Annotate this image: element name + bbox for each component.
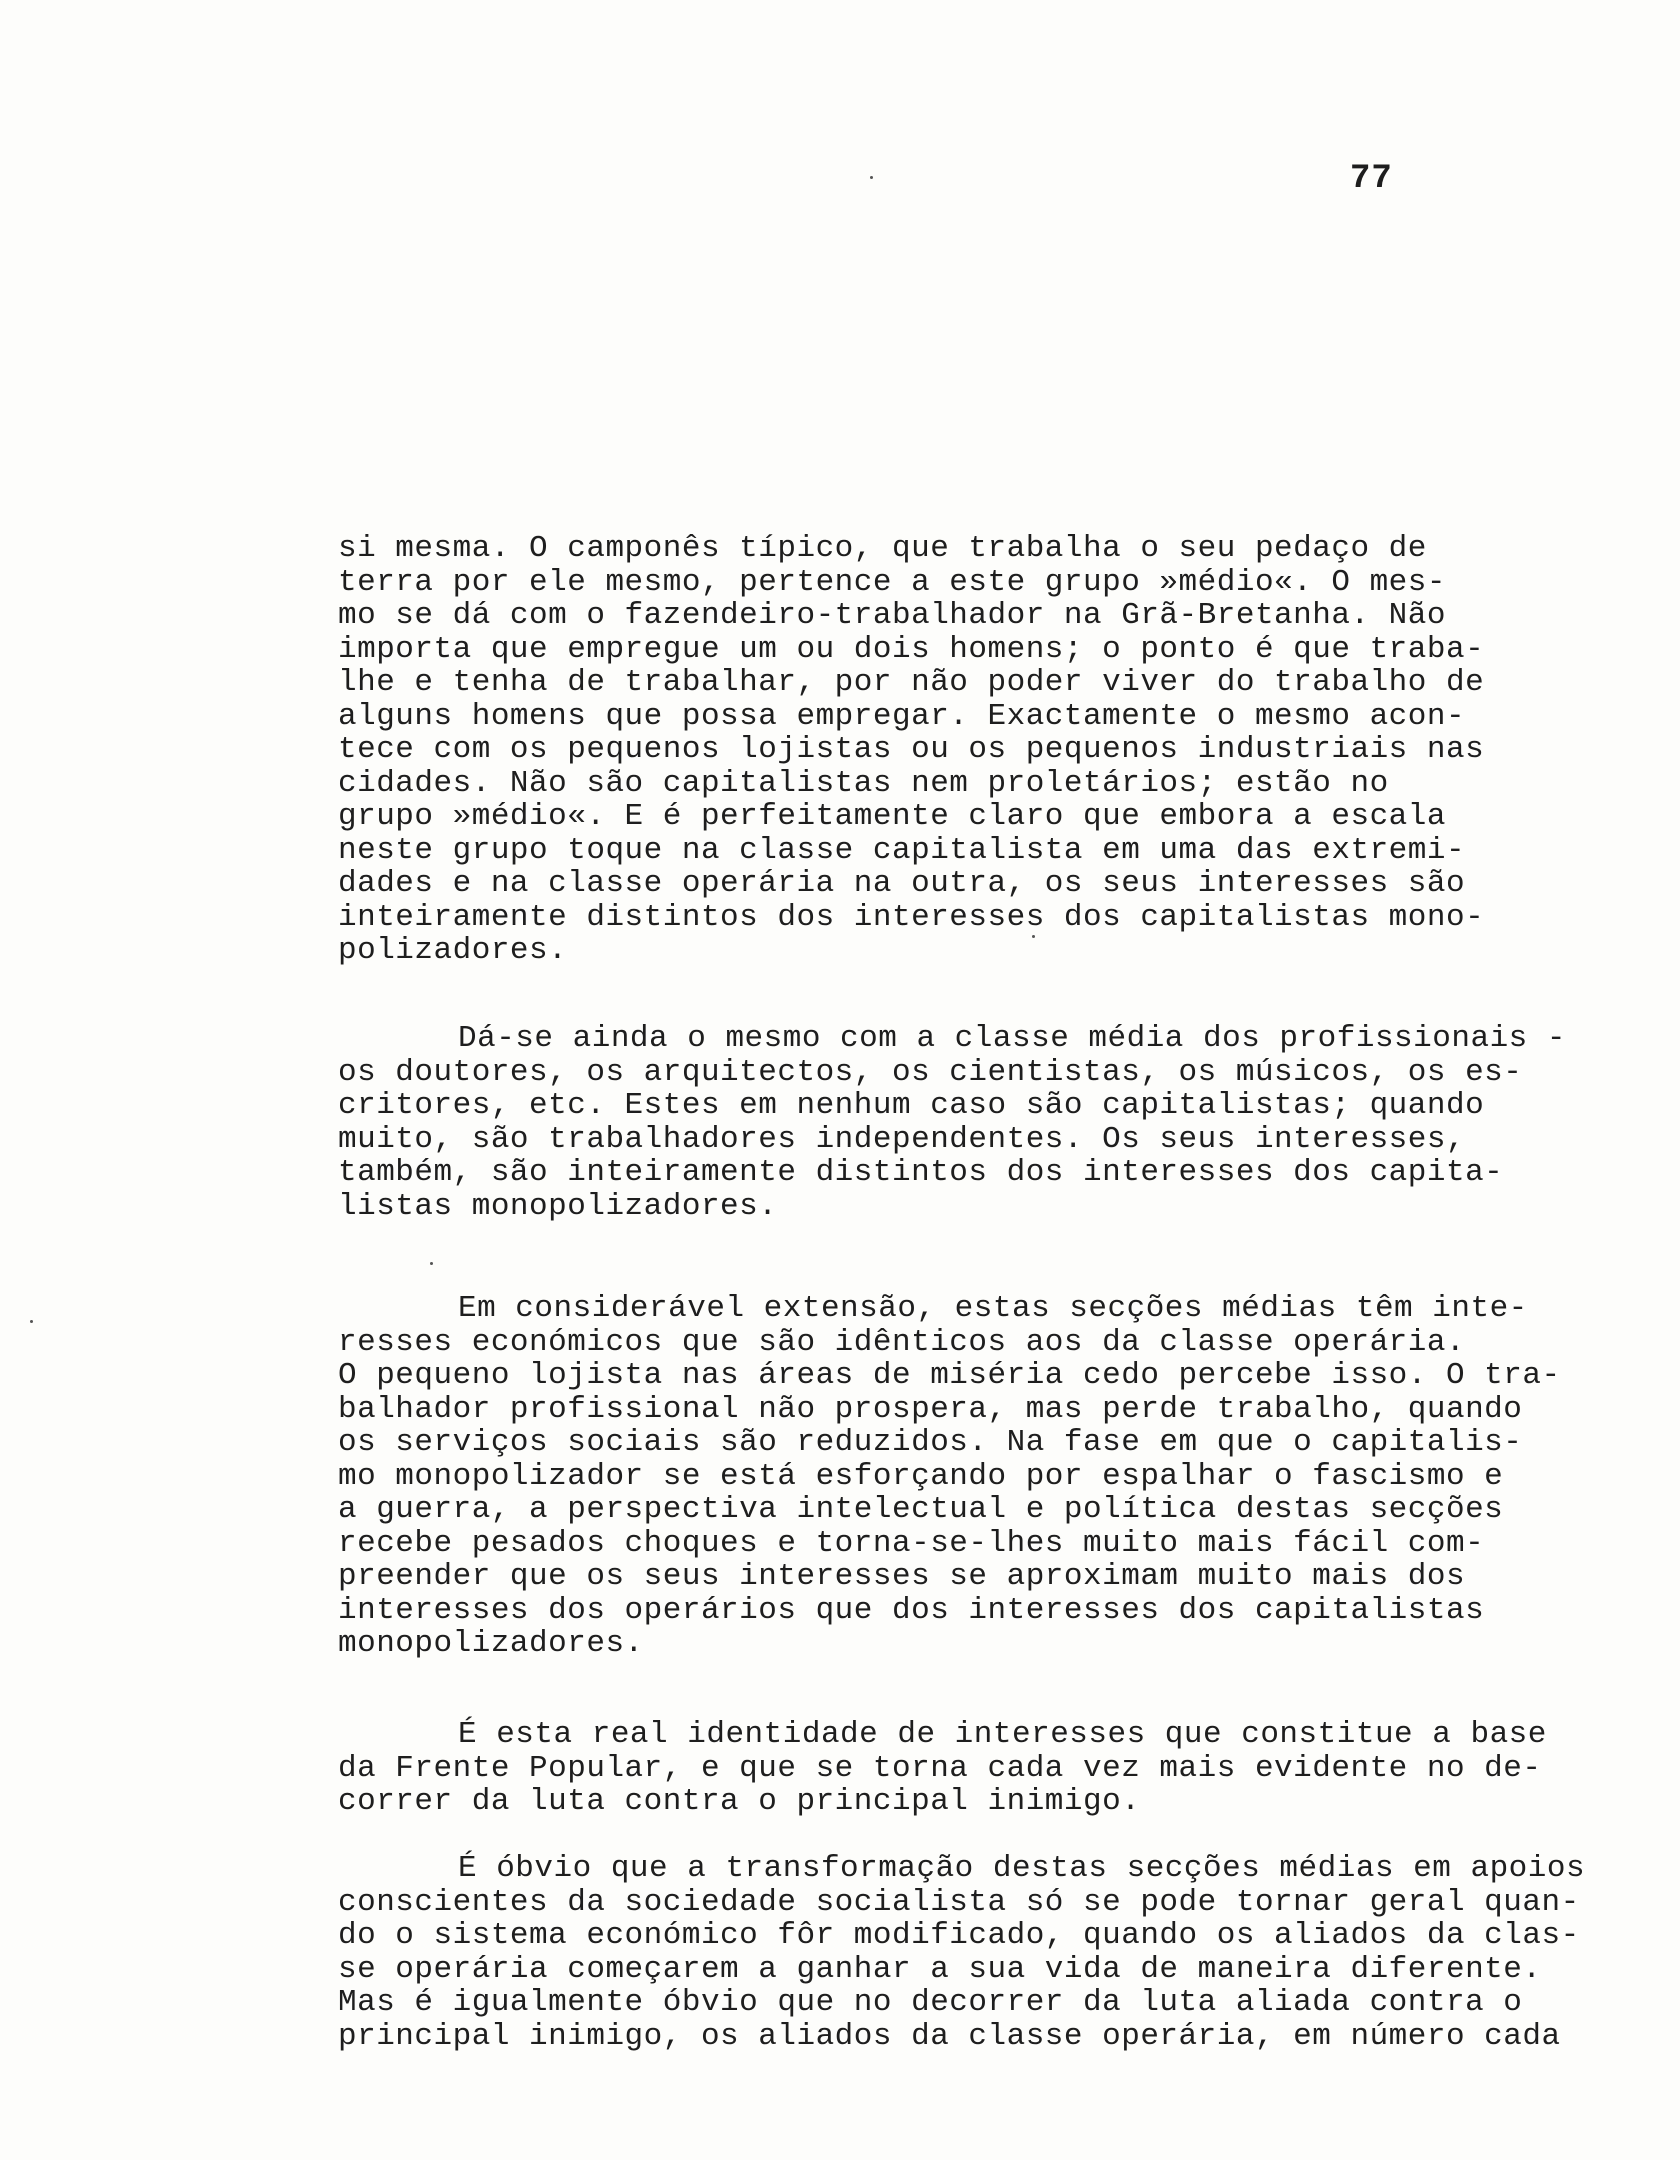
- text-line: também, são inteiramente distintos dos interesses dos capita-: [338, 1155, 1504, 1190]
- text-line: mo monopolizador se está esforçando por espalhar o fascismo e: [338, 1458, 1504, 1494]
- text-line: Dá-se ainda o mesmo com a classe média dos profissionais -: [458, 1021, 1566, 1056]
- text-line: os doutores, os arquitectos, os cientistas, os músicos, os es-: [338, 1054, 1523, 1090]
- text-line: recebe pesados choques e torna-se-lhes muito mais fácil com-: [338, 1525, 1485, 1561]
- text-line: da Frente Popular, e que se torna cada vez mais evidente no de-: [338, 1750, 1542, 1786]
- text-line: preender que os seus interesses se aproximam muito mais dos: [338, 1559, 1466, 1594]
- text-line: polizadores.: [338, 933, 568, 968]
- text-line: neste grupo toque na classe capitalista em uma das extremi-: [338, 832, 1466, 868]
- text-line: tece com os pequenos lojistas ou os pequenos industriais nas: [338, 732, 1485, 767]
- text-line: do o sistema económico fôr modificado, quando os aliados da clas-: [338, 1918, 1580, 1953]
- text-line: inteiramente distintos dos interesses dos capitalistas mono-: [338, 899, 1485, 935]
- text-line: lhe e tenha de trabalhar, por não poder viver do trabalho de: [338, 665, 1485, 700]
- paragraph-5: [338, 1852, 1638, 2053]
- text-line: balhador profissional não prospera, mas perde trabalho, quando: [338, 1391, 1523, 1427]
- text-line: mo se dá com o fazendeiro-trabalhador na Grã-Bretanha. Não: [338, 598, 1446, 633]
- text-line: É esta real identidade de interesses que constitue a base: [458, 1717, 1547, 1752]
- text-line: alguns homens que possa empregar. Exactamente o mesmo acon-: [338, 698, 1466, 734]
- text-line: É óbvio que a transformação destas secções médias em apoios: [458, 1851, 1586, 1886]
- text-line: resses económicos que são idênticos aos da classe operária.: [338, 1324, 1466, 1360]
- text-line: dades e na classe operária na outra, os seus interesses são: [338, 866, 1466, 901]
- paragraph-2: [338, 1022, 1638, 1223]
- scan-speck: [430, 1262, 433, 1265]
- text-line: interesses dos operários que dos interesses dos capitalistas: [338, 1592, 1485, 1628]
- text-line: se operária começarem a ganhar a sua vida de maneira diferente.: [338, 1951, 1542, 1987]
- text-line: cidades. Não são capitalistas nem proletários; estão no: [338, 765, 1389, 801]
- text-line: grupo »médio«. E é perfeitamente claro que embora a escala: [338, 799, 1446, 834]
- text-line: principal inimigo, os aliados da classe operária, em número cada: [338, 2018, 1561, 2054]
- scan-speck: [870, 176, 873, 179]
- text-line: Mas é igualmente óbvio que no decorrer da luta aliada contra o: [338, 1985, 1523, 2020]
- text-line: correr da luta contra o principal inimigo.: [338, 1784, 1141, 1819]
- text-line: critores, etc. Estes em nenhum caso são capitalistas; quando: [338, 1088, 1485, 1123]
- text-line: listas monopolizadores.: [338, 1188, 778, 1224]
- text-line: si mesma. O camponês típico, que trabalha o seu pedaço de: [338, 531, 1427, 566]
- text-line: O pequeno lojista nas áreas de miséria cedo percebe isso. O tra-: [338, 1358, 1561, 1393]
- text-line: conscientes da sociedade socialista só se pode tornar geral quan-: [338, 1884, 1580, 1920]
- paragraph-4: [338, 1718, 1638, 1819]
- text-line: monopolizadores.: [338, 1626, 644, 1661]
- scan-speck: [30, 1320, 33, 1323]
- text-line: Em considerável extensão, estas secções médias têm inte-: [458, 1291, 1528, 1326]
- text-line: terra por ele mesmo, pertence a este grupo »médio«. O mes-: [338, 564, 1446, 600]
- text-line: muito, são trabalhadores independentes. Os seus interesses,: [338, 1121, 1466, 1157]
- text-line: a guerra, a perspectiva intelectual e política destas secções: [338, 1492, 1504, 1527]
- page-number: 77: [1350, 160, 1393, 198]
- paragraph-1: [338, 532, 1638, 968]
- text-line: os serviços sociais são reduzidos. Na fase em que o capitalis-: [338, 1425, 1523, 1460]
- paragraph-3: [338, 1292, 1638, 1661]
- text-line: importa que empregue um ou dois homens; o ponto é que traba-: [338, 631, 1485, 667]
- scan-speck: [1032, 935, 1035, 938]
